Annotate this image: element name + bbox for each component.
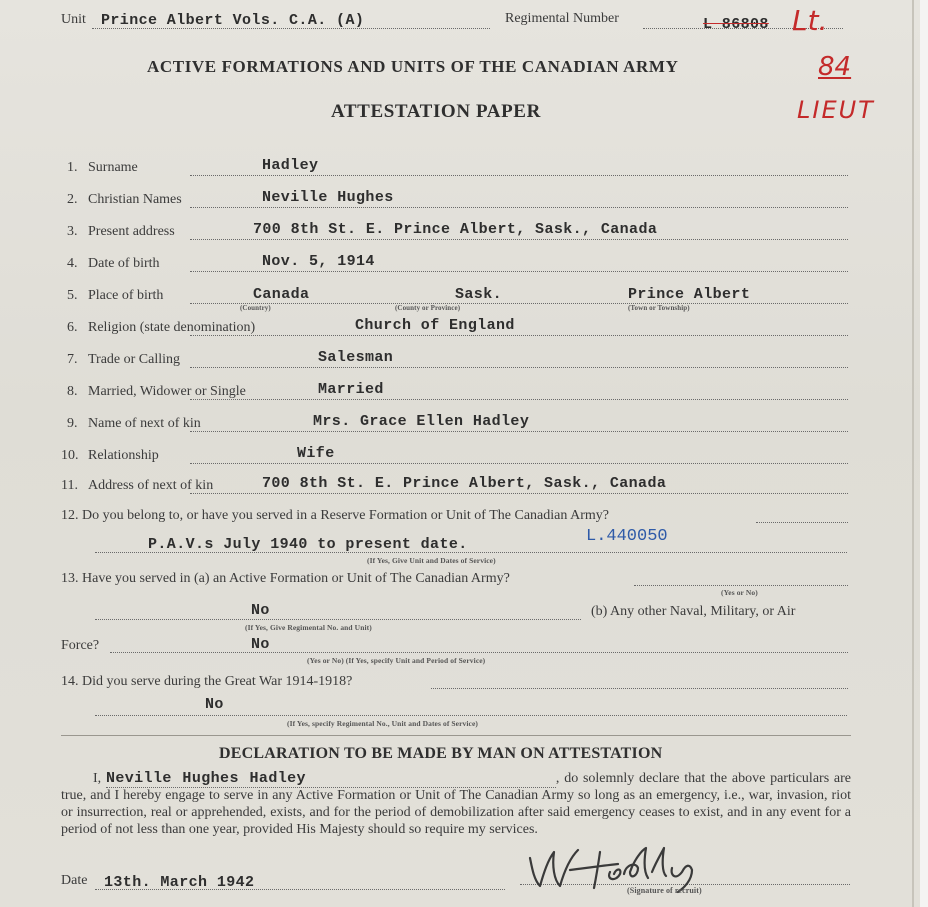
field-number: 1. xyxy=(67,160,78,175)
page-fold xyxy=(912,0,914,907)
q13-label: 13. Have you served in (a) an Active Formation or Unit of The Canadian Army? xyxy=(61,571,510,586)
birth-sub-town: (Town or Township) xyxy=(628,304,690,312)
field-value: 700 8th St. E. Prince Albert, Sask., Canada xyxy=(253,221,658,238)
q14-label: 14. Did you serve during the Great War 1914-1918? xyxy=(61,674,353,689)
q13b-label: (b) Any other Naval, Military, or Air xyxy=(591,604,796,619)
field-value: Hadley xyxy=(262,157,319,174)
field-line xyxy=(190,335,848,336)
unit-label: Unit xyxy=(61,12,86,27)
field-number: 10. xyxy=(61,448,79,463)
section-divider xyxy=(61,735,851,736)
field-line xyxy=(190,207,848,208)
declaration-i: I, xyxy=(93,771,102,786)
birth-town: Prince Albert xyxy=(628,286,751,303)
q13-yes-no-hint: (Yes or No) xyxy=(721,588,758,597)
date-label: Date xyxy=(61,873,88,888)
q14-hint: (If Yes, specify Regimental No., Unit and Dates of Service) xyxy=(287,719,479,728)
field-number: 8. xyxy=(67,384,78,399)
handwritten-number: 84 xyxy=(818,52,852,82)
field-label: Date of birth xyxy=(88,256,160,271)
declaration-body: , do solemnly declare that the above particulars are true, and I hereby engage to serve in any Active Formation or Unit of The Canadian Army so long as an emergency, i.e., war, invasion, riot or insurrection, real or apprehended, exists, and for the period of demobilization after said emergency ceases to exist, and in any event for a period of not less than one year, provided His Majesty should so require my services. xyxy=(61,771,852,837)
field-line xyxy=(190,493,848,494)
q13b-answer-line xyxy=(110,652,848,653)
field-value: Married xyxy=(318,381,384,398)
birth-sub-country: (Country) xyxy=(240,304,271,312)
field-label: Trade or Calling xyxy=(88,352,181,367)
field-value: Mrs. Grace Ellen Hadley xyxy=(313,413,530,430)
unit-value: Prince Albert Vols. C.A. (A) xyxy=(101,12,365,29)
q13-label-line xyxy=(634,585,848,586)
field-number: 3. xyxy=(67,224,78,239)
declaration-name: Neville Hughes Hadley xyxy=(106,770,556,788)
field-label: Married, Widower or Single xyxy=(88,384,246,399)
q12-hint: (If Yes, Give Unit and Dates of Service) xyxy=(367,556,496,565)
field-label: Name of next of kin xyxy=(88,416,201,431)
handwritten-rank-2: LIEUT xyxy=(797,96,875,124)
q13a-hint: (If Yes, Give Regimental No. and Unit) xyxy=(245,623,372,632)
declaration-text xyxy=(61,770,851,838)
q14-answer-line xyxy=(95,715,847,716)
regimental-number-label: Regimental Number xyxy=(505,11,619,26)
field-label: Address of next of kin xyxy=(88,478,214,493)
field-value: Wife xyxy=(297,445,335,462)
q12-label-line xyxy=(756,522,848,523)
handwritten-rank: Lt. xyxy=(792,4,828,37)
field-line xyxy=(190,431,848,432)
q13a-answer: No xyxy=(251,602,270,619)
field-number: 4. xyxy=(67,256,78,271)
field-number: 11. xyxy=(61,478,78,493)
field-number: 5. xyxy=(67,288,78,303)
q12-label: 12. Do you belong to, or have you served in a Reserve Formation or Unit of The Canadian Army? xyxy=(61,508,609,523)
q12-stamp-number: L.440050 xyxy=(586,527,668,546)
date-value: 13th. March 1942 xyxy=(104,874,255,891)
q13-force-label: Force? xyxy=(61,638,100,653)
birth-sub-province: (County or Province) xyxy=(395,304,461,312)
field-number: 2. xyxy=(67,192,78,207)
field-label: Place of birth xyxy=(88,288,164,303)
q13b-hint: (Yes or No) (If Yes, specify Unit and Period of Service) xyxy=(307,656,486,665)
q14-answer: No xyxy=(205,696,224,713)
field-number: 6. xyxy=(67,320,78,335)
field-value: Neville Hughes xyxy=(262,189,394,206)
field-label: Religion (state denomination) xyxy=(88,320,256,335)
field-line xyxy=(190,303,848,304)
field-value: 700 8th St. E. Prince Albert, Sask., Canada xyxy=(262,475,667,492)
q13a-answer-line xyxy=(95,619,581,620)
field-line xyxy=(190,399,848,400)
page-edge xyxy=(920,0,928,907)
declaration-heading: DECLARATION TO BE MADE BY MAN ON ATTESTATION xyxy=(219,745,663,762)
signature-caption: (Signature of recruit) xyxy=(627,886,702,895)
field-label: Surname xyxy=(88,160,138,175)
birth-country: Canada xyxy=(253,286,310,303)
field-value: Church of England xyxy=(355,317,515,334)
regimental-number-value: L 86808 xyxy=(703,16,769,33)
field-label: Christian Names xyxy=(88,192,182,207)
field-line xyxy=(190,239,848,240)
field-line xyxy=(190,463,848,464)
q13b-answer: No xyxy=(251,636,270,653)
form-subtitle: ATTESTATION PAPER xyxy=(331,101,541,122)
field-line xyxy=(190,271,848,272)
q12-answer: P.A.V.s July 1940 to present date. xyxy=(148,536,468,553)
field-line xyxy=(190,367,848,368)
field-number: 9. xyxy=(67,416,78,431)
form-title: ACTIVE FORMATIONS AND UNITS OF THE CANADIAN ARMY xyxy=(147,57,679,76)
field-value: Nov. 5, 1914 xyxy=(262,253,375,270)
field-value: Salesman xyxy=(318,349,394,366)
field-label: Relationship xyxy=(88,448,159,463)
field-number: 7. xyxy=(67,352,78,367)
q14-label-line xyxy=(431,688,848,689)
field-line xyxy=(190,175,848,176)
birth-province: Sask. xyxy=(455,286,503,303)
field-label: Present address xyxy=(88,224,175,239)
